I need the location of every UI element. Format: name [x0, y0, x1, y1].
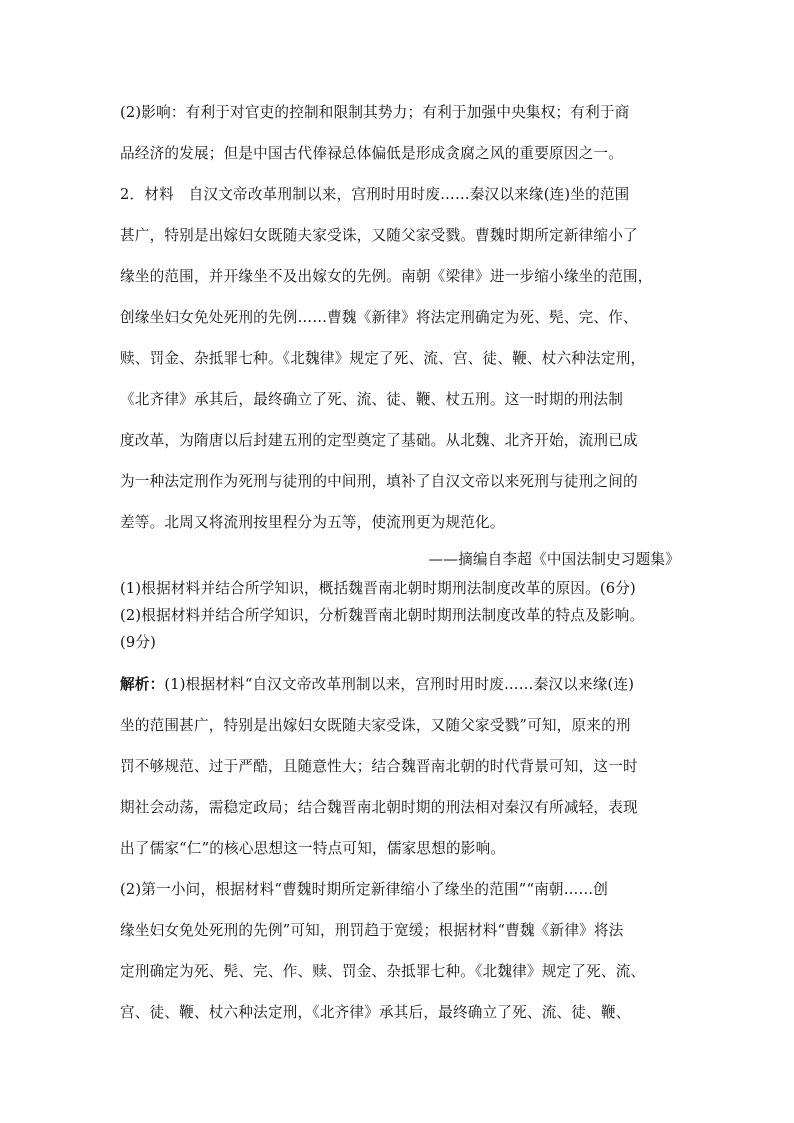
text-line: 赎、罚金、杂抵罪七种。《北魏律》规定了死、流、宫、徒、鞭、杖六种法定刑， [120, 350, 646, 367]
text-line: 宫、徒、鞭、杖六种法定刑，《北齐律》承其后，最终确立了死、流、徒、鞭、 [120, 1004, 631, 1021]
paragraph-material [120, 174, 680, 543]
analysis-label: 解析： [120, 676, 165, 693]
question-list [120, 575, 680, 656]
text-line: 期社会动荡，需稳定政局；结合魏晋南北朝时期的刑法相对秦汉有所减轻，表现 [120, 799, 638, 816]
text-line: 创缘坐妇女免处死刑的先例……曹魏《新律》将法定刑确定为死、髡、完、作、 [120, 309, 638, 326]
material-source: ——摘编自李超《中国法制史习题集》 [428, 551, 680, 568]
text-line: 出了儒家“仁”的核心思想这一特点可知，儒家思想的影响。 [120, 840, 506, 857]
analysis-part-1 [120, 664, 680, 869]
analysis-part-2 [120, 869, 680, 1033]
text-line: 甚广，特别是出嫁妇女既随夫家受诛，又随父家受戮。曹魏时期所定新律缩小了 [120, 227, 638, 244]
text-line: 定刑确定为死、髡、完、作、赎、罚金、杂抵罪七种。《北魏律》规定了死、流、 [120, 963, 646, 980]
question-2-score: (9分) [120, 634, 157, 651]
text-line: 坐的范围甚广，特别是出嫁妇女既随夫家受诛，又随父家受戮”可知，原来的刑 [120, 717, 631, 734]
text-line: (2)第一小问，根据材料“曹魏时期所定新律缩小了缘坐的范围”“南朝……创 [120, 881, 609, 898]
text-line: 缘坐的范围，并开缘坐不及出嫁女的先例。南朝《梁律》进一步缩小缘坐的范围， [120, 268, 653, 285]
text-line: 度改革，为隋唐以后封建五刑的定型奠定了基础。从北魏、北齐开始，流刑已成 [120, 432, 638, 449]
text-line: 2．材料 自汉文帝改革刑制以来，宫刑时用时废……秦汉以来缘(连)坐的范围 [120, 186, 630, 203]
paragraph-influence [120, 92, 680, 174]
text-line: (2)影响：有利于对官吏的控制和限制其势力；有利于加强中央集权；有利于商 [120, 104, 630, 121]
document-body [120, 92, 680, 1033]
text-line: 《北齐律》承其后，最终确立了死、流、徒、鞭、杖五刑。这一时期的刑法制 [120, 391, 623, 408]
question-2: (2)根据材料并结合所学知识，分析魏晋南北朝时期刑法制度改革的特点及影响。 [120, 607, 645, 624]
text-line: 缘坐妇女免处死刑的先例”可知，刑罚趋于宽缓；根据材料“曹魏《新律》将法 [120, 922, 624, 939]
text-line: 罚不够规范、过于严酷，且随意性大；结合魏晋南北朝的时代背景可知，这一时 [120, 758, 638, 775]
text-line: 品经济的发展；但是中国古代俸禄总体偏低是形成贪腐之风的重要原因之一。 [120, 145, 623, 162]
question-1: (1)根据材料并结合所学知识，概括魏晋南北朝时期刑法制度改革的原因。(6分) [120, 580, 636, 597]
text-line: 为一种法定刑作为死刑与徒刑的中间刑，填补了自汉文帝以来死刑与徒刑之间的 [120, 473, 638, 490]
text-line: 差等。北周又将流刑按里程分为五等，使流刑更为规范化。 [120, 514, 505, 531]
text-line [120, 664, 680, 705]
analysis-line-text: (1)根据材料“自汉文帝改革刑制以来，宫刑时用时废……秦汉以来缘(连) [164, 676, 635, 693]
